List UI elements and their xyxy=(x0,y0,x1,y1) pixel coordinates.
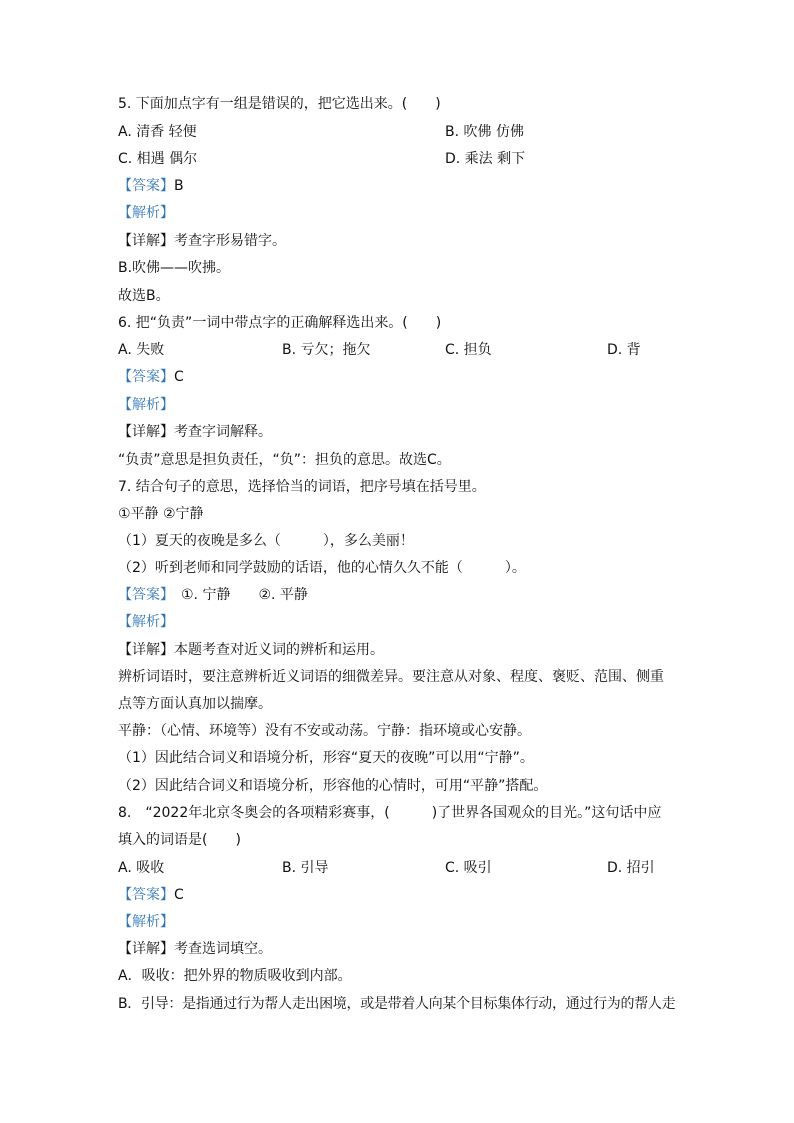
q5-option-c: C. 相遇 偶尔 xyxy=(118,151,198,167)
q7-detail-row xyxy=(118,640,688,660)
analysis-tag: 【解析】 xyxy=(118,205,174,221)
q6-answer: C xyxy=(174,369,184,385)
q6-detail-row xyxy=(118,422,688,442)
q5-detail: 考查字形易错字。 xyxy=(174,233,286,249)
q8-analysis-row xyxy=(118,912,688,932)
answer-tag: 【答案】 xyxy=(118,369,174,385)
q7-answer-row xyxy=(118,585,688,605)
q8-answer-row xyxy=(118,885,688,905)
q5-answer-row xyxy=(118,176,688,196)
q5-analysis-row xyxy=(118,203,688,223)
q6-option-b: B. 亏欠；拖欠 xyxy=(282,342,371,358)
q7-line-1: 辨析词语时，要注意辨析近义词语的细微差异。要注意从对象、程度、褒贬、范围、侧重 xyxy=(118,669,664,685)
answer-tag: 【答案】 xyxy=(118,178,174,194)
q8-answer: C xyxy=(174,887,184,903)
q5-option-d: D. 乘法 剩下 xyxy=(445,151,526,167)
q7-item-2: （2）听到老师和同学鼓励的话语，他的心情久久不能（ ）。 xyxy=(118,560,526,576)
q6-stem: 6. 把“负责”一词中带点字的正确解释选出来。( ) xyxy=(118,315,442,331)
q5-detail-row xyxy=(118,231,688,251)
q5-stem: 5. 下面加点字有一组是错误的，把它选出来。( ) xyxy=(118,96,441,112)
analysis-tag: 【解析】 xyxy=(118,397,174,413)
detail-tag: 【详解】 xyxy=(118,233,174,249)
q7-item-1: （1）夏天的夜晚是多么（ ），多么美丽！ xyxy=(118,533,414,549)
q5-line-2: 故选B。 xyxy=(118,288,170,304)
q8-option-c: C. 吸引 xyxy=(445,860,492,876)
q8-stem-line-2: 填入的词语是( ) xyxy=(118,832,241,848)
detail-tag: 【详解】 xyxy=(118,642,174,658)
q8-line-2: B．引导：是指通过行为帮人走出困境，或是带着人向某个目标集体行动，通过行为的帮人走 xyxy=(118,996,676,1012)
analysis-tag: 【解析】 xyxy=(118,614,174,630)
q6-answer-row xyxy=(118,367,688,387)
q5-line-1: B.吹佛——吹拂。 xyxy=(118,260,231,276)
q5-answer: B xyxy=(174,178,184,194)
q8-detail: 考查选词填空。 xyxy=(174,941,272,957)
detail-tag: 【详解】 xyxy=(118,941,174,957)
q7-detail: 本题考查对近义词的辨析和运用。 xyxy=(174,642,384,658)
q8-detail-row xyxy=(118,939,688,959)
q7-answer: ①. 宁静 ②. 平静 xyxy=(167,587,308,603)
q5-option-b: B. 吹佛 仿佛 xyxy=(445,124,524,140)
q7-stem: 7. 结合句子的意思，选择恰当的词语，把序号填在括号里。 xyxy=(118,479,486,495)
detail-tag: 【详解】 xyxy=(118,424,174,440)
q6-option-a: A. 失败 xyxy=(118,342,165,358)
q7-choices: ①平静 ②宁静 xyxy=(118,506,204,522)
answer-tag: 【答案】 xyxy=(118,587,167,603)
q6-option-d: D. 背 xyxy=(607,342,641,358)
q6-analysis-row xyxy=(118,395,688,415)
q6-option-c: C. 担负 xyxy=(445,342,492,358)
q8-option-a: A. 吸收 xyxy=(118,860,165,876)
q8-stem-line-1: 8. “2022年北京冬奥会的各项精彩赛事，( )了世界各国观众的目光。”这句话中应 xyxy=(118,805,662,821)
q7-line-4: （1）因此结合词义和语境分析，形容“夏天的夜晚”可以用“宁静”。 xyxy=(118,750,534,766)
analysis-tag: 【解析】 xyxy=(118,914,174,930)
q8-option-d: D. 招引 xyxy=(607,860,655,876)
q8-option-b: B. 引导 xyxy=(282,860,329,876)
q8-line-1: A．吸收：把外界的物质吸收到内部。 xyxy=(118,968,352,984)
q7-analysis-row xyxy=(118,612,688,632)
q6-line-1: “负责”意思是担负责任，“负”：担负的意思。故选C。 xyxy=(118,452,451,468)
q7-line-3: 平静：（心情、环境等）没有不安或动荡。宁静：指环境或心安静。 xyxy=(118,723,531,739)
answer-tag: 【答案】 xyxy=(118,887,174,903)
q6-detail: 考查字词解释。 xyxy=(174,424,272,440)
q7-line-2: 点等方面认真加以揣摩。 xyxy=(118,696,272,712)
q7-line-5: （2）因此结合词义和语境分析，形容他的心情时，可用“平静”搭配。 xyxy=(118,778,548,794)
q5-option-a: A. 清香 轻便 xyxy=(118,124,197,140)
